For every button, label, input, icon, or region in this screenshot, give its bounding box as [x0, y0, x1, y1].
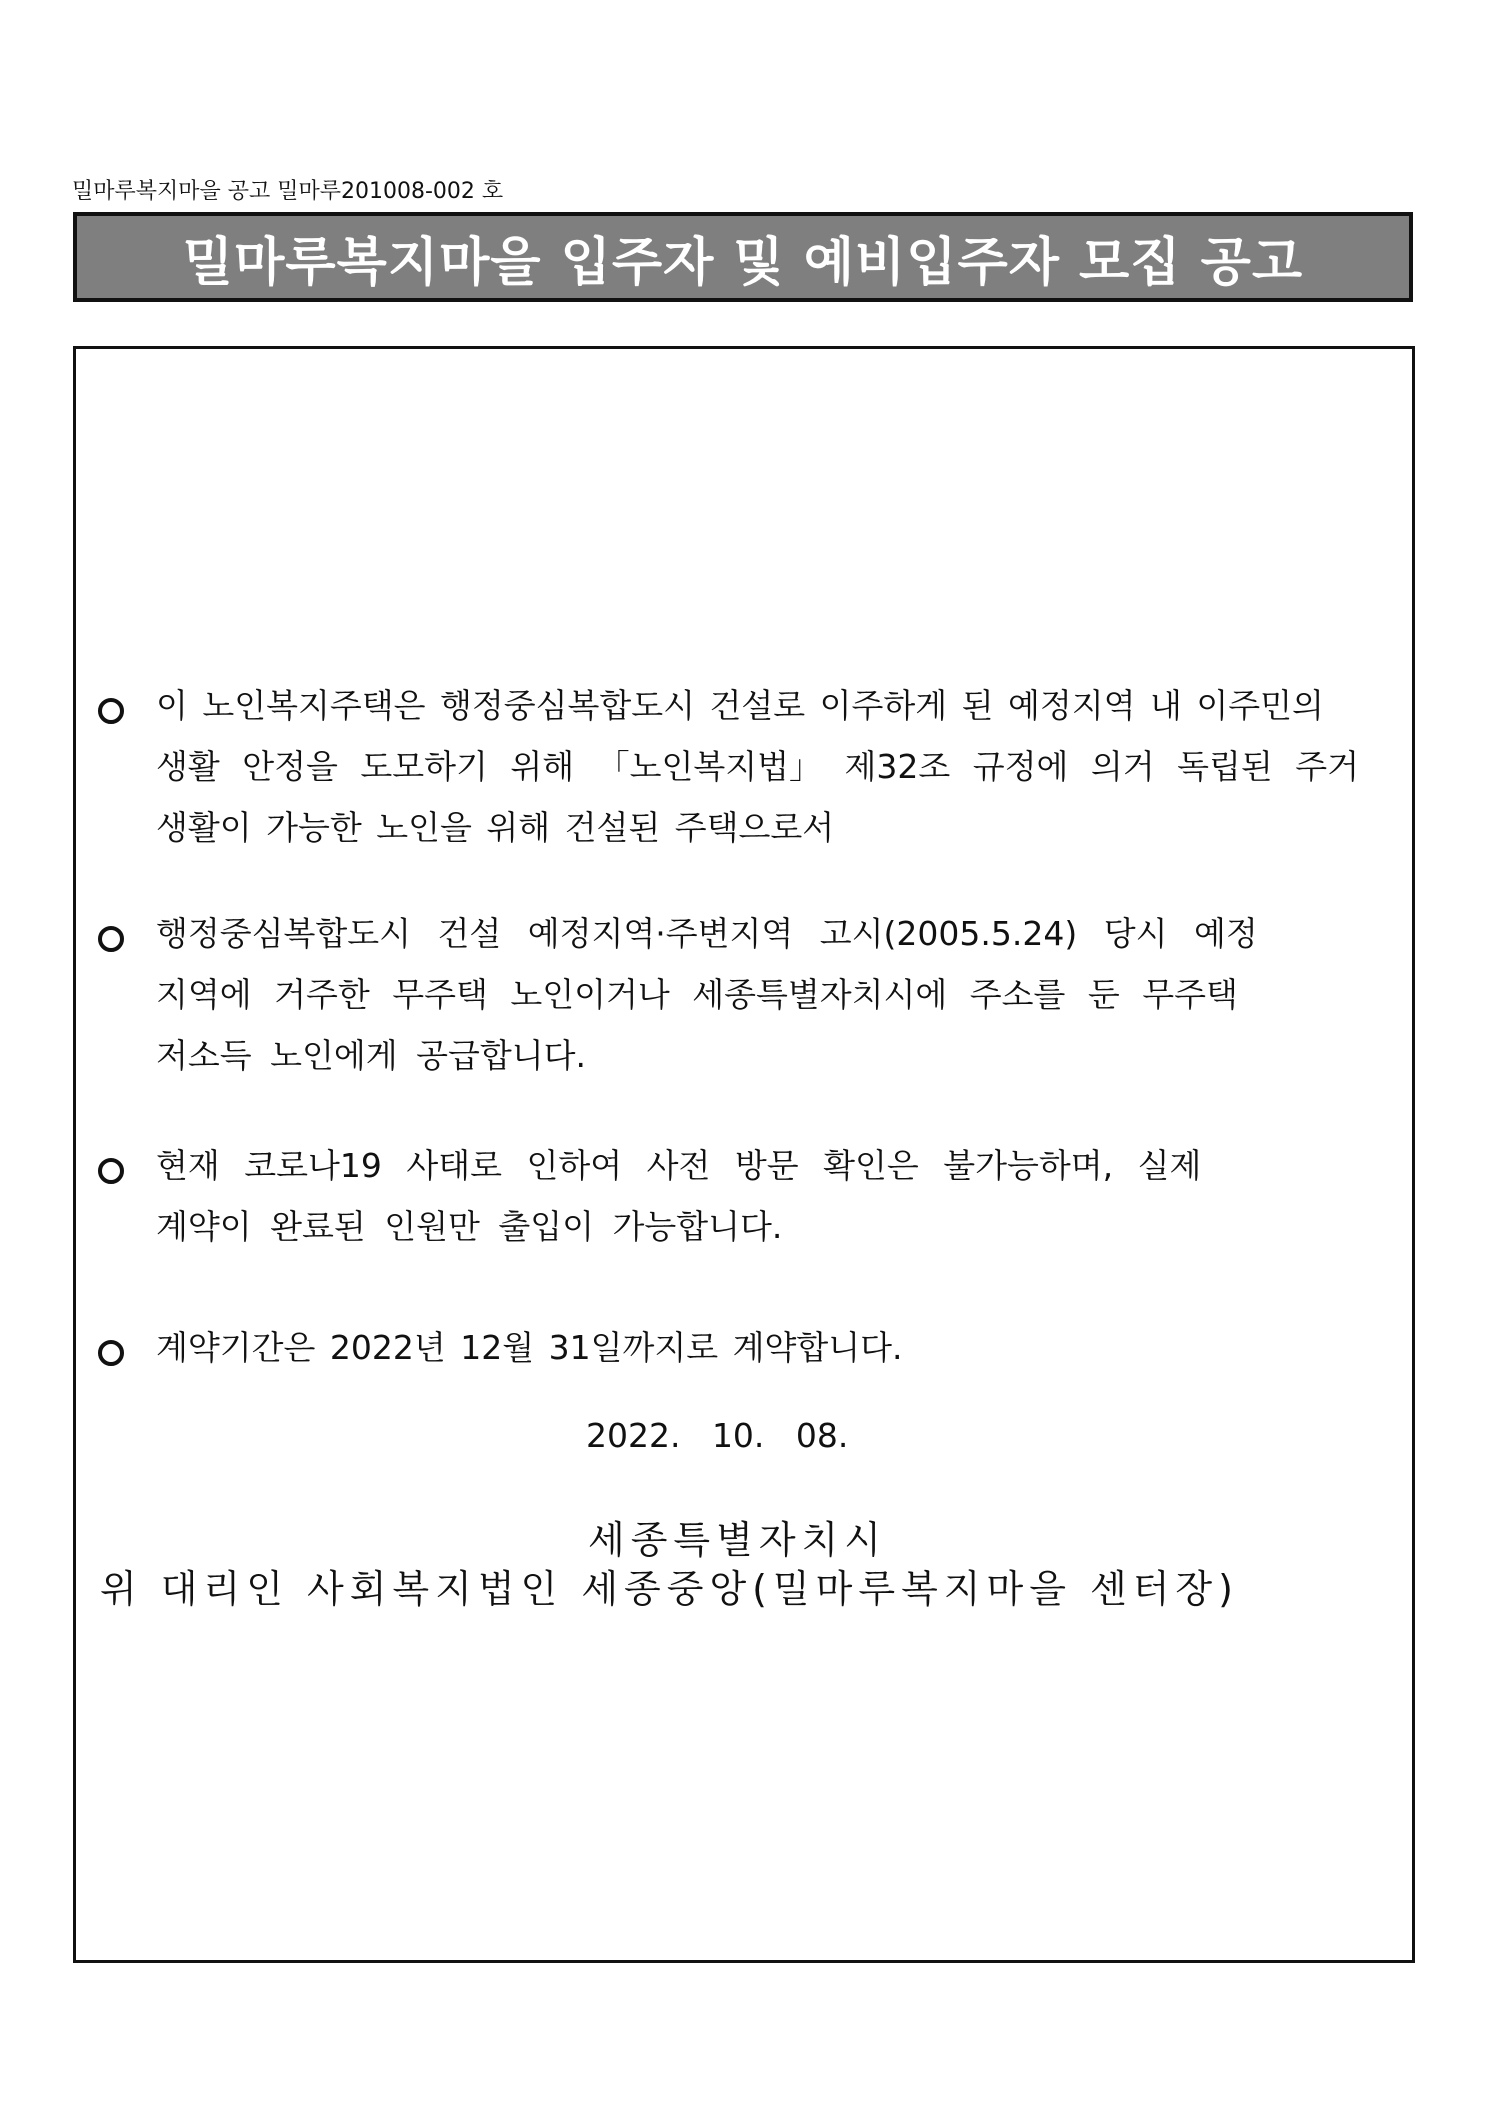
- notice-item-4: [98, 1328, 1393, 1378]
- title-bar: [73, 212, 1413, 302]
- circle-bullet-icon: [98, 1158, 124, 1184]
- notice-item-3: [98, 1146, 1393, 1246]
- notice-item-1: [98, 686, 1393, 847]
- document-number: 밀마루복지마을 공고 밀마루201008-002 호: [72, 179, 504, 204]
- circle-bullet-icon: [98, 1340, 124, 1366]
- notice-item-3-line-2: 계약이 완료된 인원만 출입이 가능합니다.: [156, 1207, 783, 1246]
- notice-item-4-line-1: 계약기간은 2022년 12월 31일까지로 계약합니다.: [156, 1328, 903, 1367]
- notice-item-2-line-1: 행정중심복합도시 건설 예정지역·주변지역 고시(2005.5.24) 당시 예정: [156, 914, 1258, 953]
- circle-bullet-icon: [98, 926, 124, 952]
- circle-bullet-icon: [98, 698, 124, 724]
- signer-organization: 세종특별자치시: [588, 1518, 887, 1562]
- notice-item-2-line-3: 저소득 노인에게 공급합니다.: [156, 1036, 587, 1075]
- page-title: 밀마루복지마을 입주자 및 예비입주자 모집 공고: [182, 232, 1304, 293]
- notice-item-1-line-1: 이 노인복지주택은 행정중심복합도시 건설로 이주하게 된 예정지역 내 이주민의: [156, 686, 1324, 725]
- notice-date: 2022. 10. 08.: [586, 1416, 849, 1455]
- notice-item-3-line-1: 현재 코로나19 사태로 인하여 사전 방문 확인은 불가능하며, 실제: [156, 1146, 1202, 1185]
- signer-representative: 위 대리인 사회복지법인 세종중앙(밀마루복지마을 센터장): [100, 1567, 1239, 1611]
- notice-item-1-line-2: 생활 안정을 도모하기 위해 「노인복지법」 제32조 규정에 의거 독립된 주거: [156, 747, 1359, 786]
- notice-item-1-line-3: 생활이 가능한 노인을 위해 건설된 주택으로서: [156, 808, 835, 847]
- notice-item-2: [98, 914, 1393, 1075]
- notice-item-2-line-2: 지역에 거주한 무주택 노인이거나 세종특별자치시에 주소를 둔 무주택: [156, 975, 1238, 1014]
